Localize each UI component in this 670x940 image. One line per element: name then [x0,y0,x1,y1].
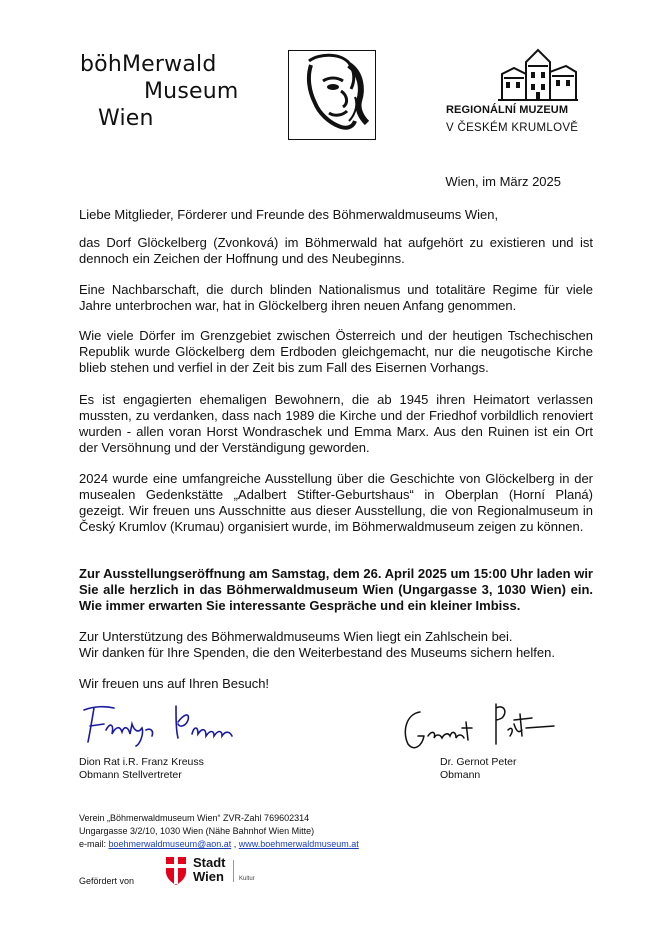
paragraph-2 [79,282,593,314]
invitation-text: Zur Ausstellungseröffnung am Samstag, dem 26. April 2025 um 15:00 Uhr laden wir Sie alle herzlich in das Böhmerwaldmuseum Wien (Ungargasse 3, 1030 Wien) ein. Wie immer erwarten Sie interessante Gespräche und ein kleiner Imbiss. [79,566,593,613]
museum-logo-left [80,52,260,138]
left-signatory-role: Obmann Stellvertreter [79,769,182,781]
paragraph-3 [79,328,593,376]
stadt-wordmark-line-2: Wien [193,869,224,884]
paragraph-4-text: Es ist engagierten ehemaligen Bewohnern, die ab 1945 ihren Heimatort verlassen mussten, zu verdanken, dass nach 1989 die Kirche und der Friedhof vorbildlich renoviert wurden - allen voran Horst Wondraschek und Emma Marx. Aus den Ruinen ist ein Ort der Versöhnung und der Verständigung geworden. [79,392,593,455]
stadt-wordmark-line-1: Stadt [193,855,226,870]
website-link[interactable]: www.boehmerwaldmuseum.at [238,839,359,849]
funded-by-label: Gefördert von [79,876,135,886]
right-signatory-name: Dr. Gernot Peter [440,756,517,768]
portrait-sketch-icon [289,51,375,138]
footer-contact-line [79,838,359,851]
regional-museum-line-2: V ČESKÉM KRUMLOVĚ [446,122,579,134]
logo-line-1: böhMerwald [80,52,217,77]
footer-association-line: Verein „Böhmerwaldmuseum Wien“ ZVR-Zahl 769602314 [79,813,310,823]
right-signatory-role: Obmann [440,769,481,781]
stadt-logo-divider [233,860,234,882]
support-line-1: Zur Unterstützung des Böhmerwaldmuseums Wien liegt ein Zahlschein bei. [79,629,513,644]
paragraph-5-text: 2024 wurde eine umfangreiche Ausstellung über die Geschichte von Glöckelberg in der musealen Gedenkstätte „Adalbert Stifter-Geburtshaus“ in Oberplan (Horní Planá) gezeigt. Wir freuen uns Ausschnitte aus dieser Ausstellung, die von Regionalmuseum in Český Krumlov (Krumau) organisiert wurde, im Böhmerwaldmuseum zeigen zu können. [79,471,593,534]
left-signatory-name: Dion Rat i.R. Franz Kreuss [79,756,204,768]
paragraph-4 [79,392,593,456]
paragraph-1 [79,235,593,267]
paragraph-3-text: Wie viele Dörfer im Grenzgebiet zwischen Österreich und der heutigen Tschechischen Republik wurde Glöckelberg dem Erdboden gleichgemacht, nur die neugotische Kirche blieb stehen und verfiel in der Zeit bis zum Fall des Eisernen Vorhangs. [79,328,593,375]
stadt-kultur-label: Kultur [239,876,255,882]
email-link[interactable]: boehmerwaldmuseum@aon.at [108,839,232,849]
paragraph-1-text: das Dorf Glöckelberg (Zvonková) im Böhmerwald hat aufgehört zu existieren und ist dennoch ein Zeichen der Hoffnung und des Neubeginns. [79,235,593,266]
paragraph-2-text: Eine Nachbarschaft, die durch blinden Nationalismus und totalitäre Regime für viele Jahre unterbrochen war, hat in Glöckelberg ihren neuen Anfang genommen. [79,282,593,313]
support-line-2: Wir danken für Ihre Spenden, die den Weiterbestand des Museums sichern helfen. [79,645,555,660]
right-signatory [440,756,516,782]
footer-address [79,812,359,851]
castle-building-icon [496,48,580,102]
portrait-logo [288,50,376,140]
logo-line-3: Wien [98,106,154,131]
paragraph-5 [79,471,593,535]
closing-line: Wir freuen uns auf Ihren Besuch! [79,676,270,691]
left-signatory [79,756,204,782]
stadt-wien-logo [165,856,275,888]
regional-museum-line-1: REGIONÁLNÍ MUZEUM [446,104,569,116]
signature-gernot-peter [396,700,576,756]
letter-date: Wien, im März 2025 [445,174,561,189]
invitation-paragraph [79,566,593,614]
logo-line-2: Museum [144,79,239,104]
letter-greeting: Liebe Mitglieder, Förderer und Freunde des Böhmerwaldmuseums Wien, [79,207,499,222]
regional-museum-logo [446,48,586,144]
stadt-wien-wordmark [193,856,226,884]
signature-franz-kreuss [80,700,250,750]
link-separator: , [231,839,239,849]
vienna-shield-icon [165,856,187,886]
email-label: e-mail: [79,839,107,849]
footer-address-line: Ungargasse 3/2/10, 1030 Wien (Nähe Bahnhof Wien Mitte) [79,826,315,836]
